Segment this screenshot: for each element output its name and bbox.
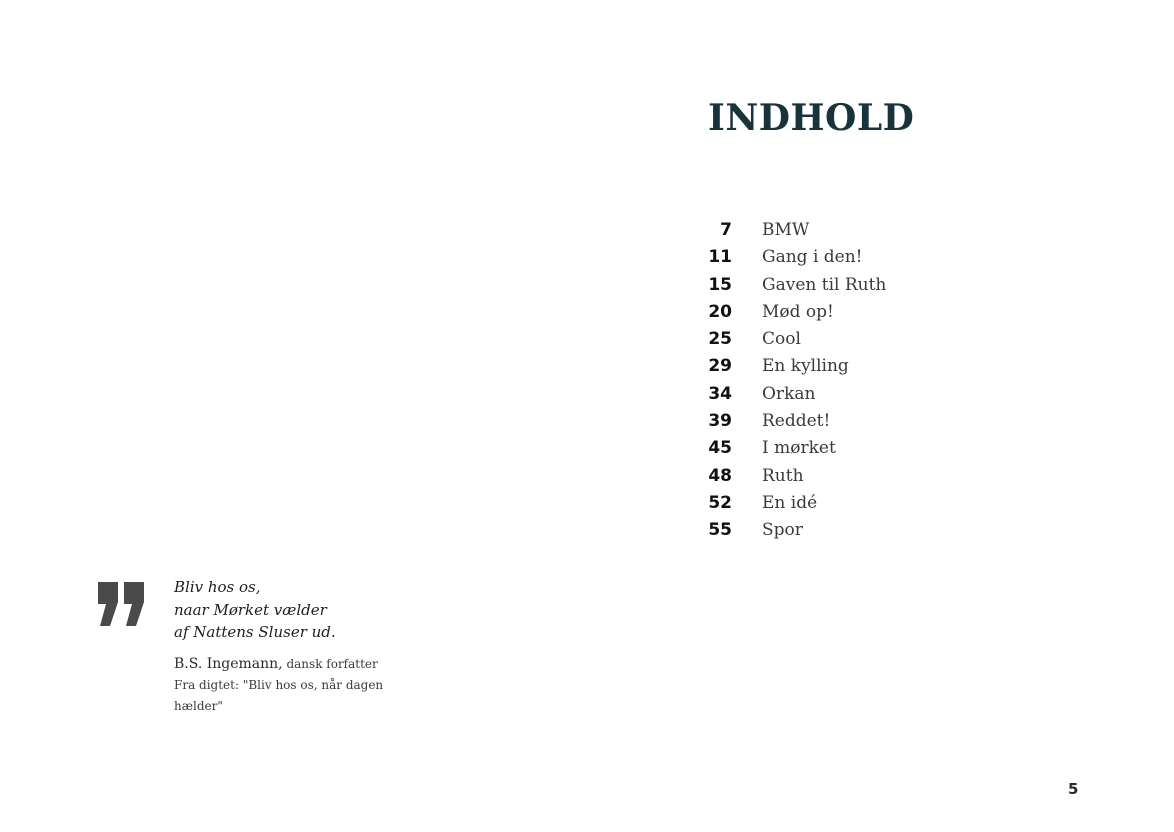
toc-entry-page: 55 xyxy=(708,520,732,541)
toc-entry xyxy=(700,329,886,356)
toc-title: INDHOLD xyxy=(708,97,915,139)
quote-block xyxy=(174,576,414,717)
quote-line: af Nattens Sluser ud. xyxy=(174,623,336,641)
toc-entry xyxy=(700,411,886,438)
toc-entry xyxy=(700,275,886,302)
toc-entry-title: Gang i den! xyxy=(762,247,863,268)
toc-entry-title: I mørket xyxy=(762,438,836,459)
toc-entry-page: 34 xyxy=(708,383,732,404)
quote-attribution xyxy=(174,654,414,717)
toc-entry xyxy=(700,247,886,274)
toc-entry xyxy=(700,384,886,411)
toc-entry-title: Orkan xyxy=(762,383,816,404)
toc-entry xyxy=(700,302,886,329)
toc-entry-title: Cool xyxy=(762,329,801,350)
toc-entry xyxy=(700,466,886,493)
toc-entry-page: 48 xyxy=(708,465,732,486)
toc-entry-page: 7 xyxy=(720,220,732,240)
toc-entry-title: BMW xyxy=(762,220,810,240)
toc-entry-page: 20 xyxy=(708,301,732,322)
toc-entry-page: 25 xyxy=(708,329,732,350)
toc-entry xyxy=(700,356,886,383)
quote-line: Bliv hos os, xyxy=(174,578,261,596)
toc-entry-title: Gaven til Ruth xyxy=(762,274,887,295)
toc-entry-title: En idé xyxy=(762,492,818,513)
table-of-contents xyxy=(700,220,886,548)
toc-entry-title: Spor xyxy=(762,520,803,541)
quote-source: Fra digtet: "Bliv hos os, når dagen hælder" xyxy=(174,677,384,713)
toc-entry-page: 29 xyxy=(708,356,732,377)
toc-entry xyxy=(700,520,886,547)
quote-author-role: dansk forfatter xyxy=(286,656,378,671)
toc-entry-page: 52 xyxy=(708,492,732,513)
toc-entry-title: Reddet! xyxy=(762,411,831,432)
quotation-mark-icon xyxy=(96,580,148,628)
toc-entry xyxy=(700,493,886,520)
toc-entry-page: 39 xyxy=(708,411,732,432)
toc-entry xyxy=(700,220,886,247)
toc-entry-page: 15 xyxy=(708,274,732,295)
toc-entry xyxy=(700,438,886,465)
toc-entry-title: Mød op! xyxy=(762,301,834,322)
toc-entry-page: 11 xyxy=(708,247,732,268)
toc-entry-title: En kylling xyxy=(762,356,849,377)
quote-author: B.S. Ingemann, xyxy=(174,655,283,672)
toc-entry-page: 45 xyxy=(708,438,732,459)
quote-line: naar Mørket vælder xyxy=(174,600,327,619)
toc-entry-title: Ruth xyxy=(762,465,804,486)
page-number: 5 xyxy=(1068,780,1079,798)
